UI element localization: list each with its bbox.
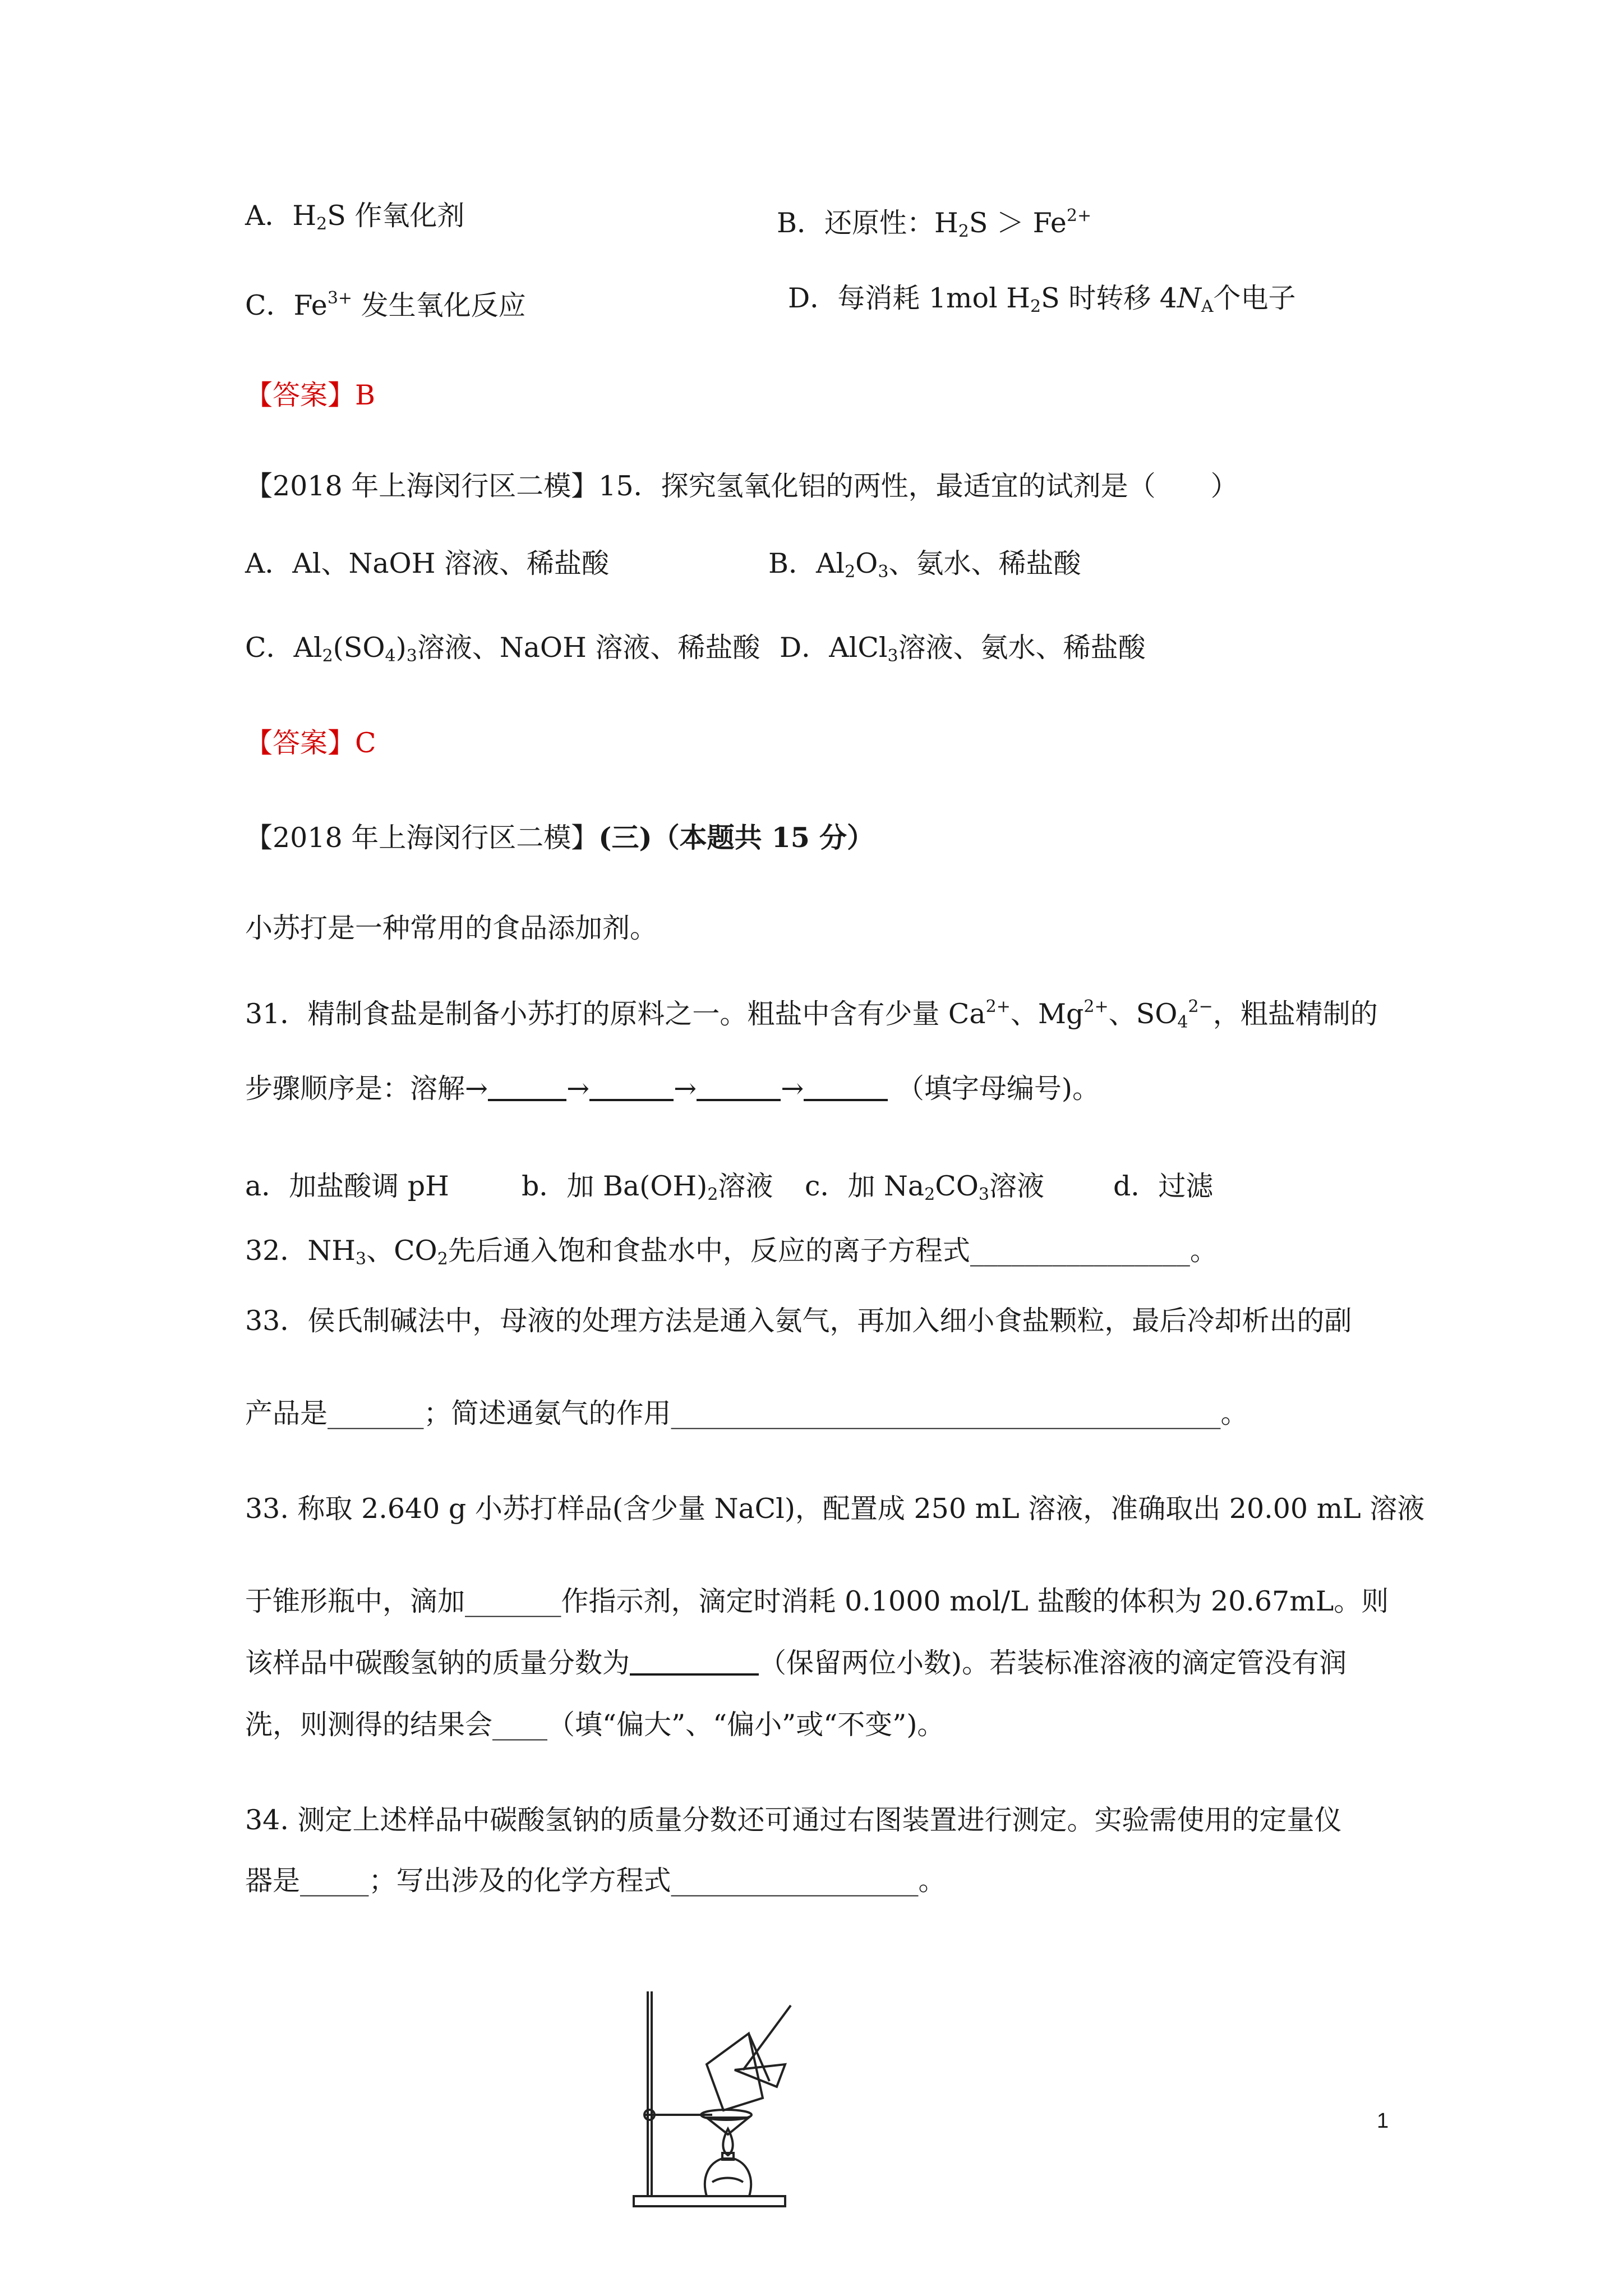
q14-option-d: D．每消耗 1mol $H_2S$ 时转移 $4N_A$个电子 — [788, 282, 1296, 316]
q31-blank-2[interactable] — [589, 1070, 674, 1101]
q31-line2: 步骤顺序是：溶解→ → → → （填字母编号)。 — [245, 1069, 1100, 1108]
section-intro: 小苏打是一种常用的食品添加剂。 — [245, 912, 658, 944]
q15-answer: 【答案】C — [245, 727, 376, 759]
q34-line1: 34. 测定上述样品中碳酸氢钠的质量分数还可通过右图装置进行测定。实验需使用的定量仪 — [245, 1804, 1342, 1836]
q33a-blank-1[interactable]: _______ — [328, 1397, 424, 1429]
q34-blank-1[interactable]: _____ — [300, 1865, 369, 1897]
q34-line2: 器是_____；写出涉及的化学方程式__________________。 — [245, 1865, 946, 1897]
q15-option-c: C．$Al_2(SO_4)_3$溶液、NaOH 溶液、稀盐酸 — [245, 632, 760, 666]
q31-option-c: c．加 $Na_2CO_3$溶液 — [805, 1170, 1044, 1204]
q33b-line4: 洗，则测得的结果会____（填“偏大”、“偏小”或“不变”)。 — [245, 1709, 945, 1741]
q33a-line2: 产品是_______；简述通氨气的作用________________________________________。 — [245, 1397, 1248, 1429]
q32-blank[interactable]: ________________ — [970, 1235, 1190, 1267]
q31-blank-1[interactable] — [488, 1070, 566, 1101]
q31-line1: 31．精制食盐是制备小苏打的原料之一。粗盐中含有少量 $Ca^{2+}$、$Mg^{2+}$、$SO_4^{2-}$，粗盐精制的 — [245, 997, 1378, 1032]
q33b-blank-3[interactable]: ____ — [492, 1709, 548, 1741]
q31-blank-4[interactable] — [804, 1070, 888, 1101]
q33b-blank-2[interactable] — [630, 1644, 759, 1676]
stand-base — [634, 2196, 785, 2206]
q15-option-b: B．$Al_2O_3$、氨水、稀盐酸 — [768, 547, 1081, 582]
q14-answer: 【答案】B — [245, 379, 376, 411]
q33b-line3: 该样品中碳酸氢钠的质量分数为 （保留两位小数)。若装标准溶液的滴定管没有润 — [245, 1644, 1347, 1683]
q31-option-a: a．加盐酸调 pH — [245, 1170, 449, 1202]
q15-stem: 【2018 年上海闵行区二模】15．探究氢氧化铝的两性，最适宜的试剂是（ ） — [245, 470, 1238, 502]
section-header: 【2018 年上海闵行区二模】(三)（本题共 15 分） — [245, 821, 874, 854]
q34-blank-2[interactable]: __________________ — [671, 1865, 919, 1897]
q33b-blank-1[interactable]: _______ — [465, 1585, 561, 1617]
page-number: 1 — [1377, 2109, 1389, 2133]
q14-option-c: C．$Fe^{3+}$ 发生氧化反应 — [245, 288, 526, 321]
q33a-blank-2[interactable]: ________________________________________ — [671, 1397, 1221, 1429]
lab-apparatus-figure — [623, 1980, 813, 2216]
q14-option-b: B．还原性：$H_2S > Fe^{2+}$ — [777, 206, 1092, 241]
q31-option-b: b．加 $Ba(OH)_2$溶液 — [522, 1170, 773, 1204]
q33b-line1: 33. 称取 2.640 g 小苏打样品(含少量 NaCl)，配置成 250 mL 溶液，准确取出 20.00 mL 溶液 — [245, 1493, 1425, 1525]
q32: 32．$NH_3$、$CO_2$先后通入饱和食盐水中，反应的离子方程式________________。 — [245, 1235, 1218, 1269]
q33b-line2: 于锥形瓶中，滴加_______作指示剂，滴定时消耗 0.1000 mol/L 盐酸的体积为 20.67mL。则 — [245, 1585, 1389, 1617]
q15-option-d: D．AlCl$_3$溶液、氨水、稀盐酸 — [780, 632, 1146, 666]
q31-option-d: d．过滤 — [1113, 1170, 1214, 1202]
q33a-line1: 33．侯氏制碱法中，母液的处理方法是通入氨气，再加入细小食盐颗粒，最后冷却析出的副 — [245, 1305, 1352, 1337]
q31-blank-3[interactable] — [697, 1070, 781, 1101]
q15-option-a: A．Al、NaOH 溶液、稀盐酸 — [245, 547, 610, 579]
q14-option-a: A．$H_2S$ 作氧化剂 — [245, 200, 465, 234]
